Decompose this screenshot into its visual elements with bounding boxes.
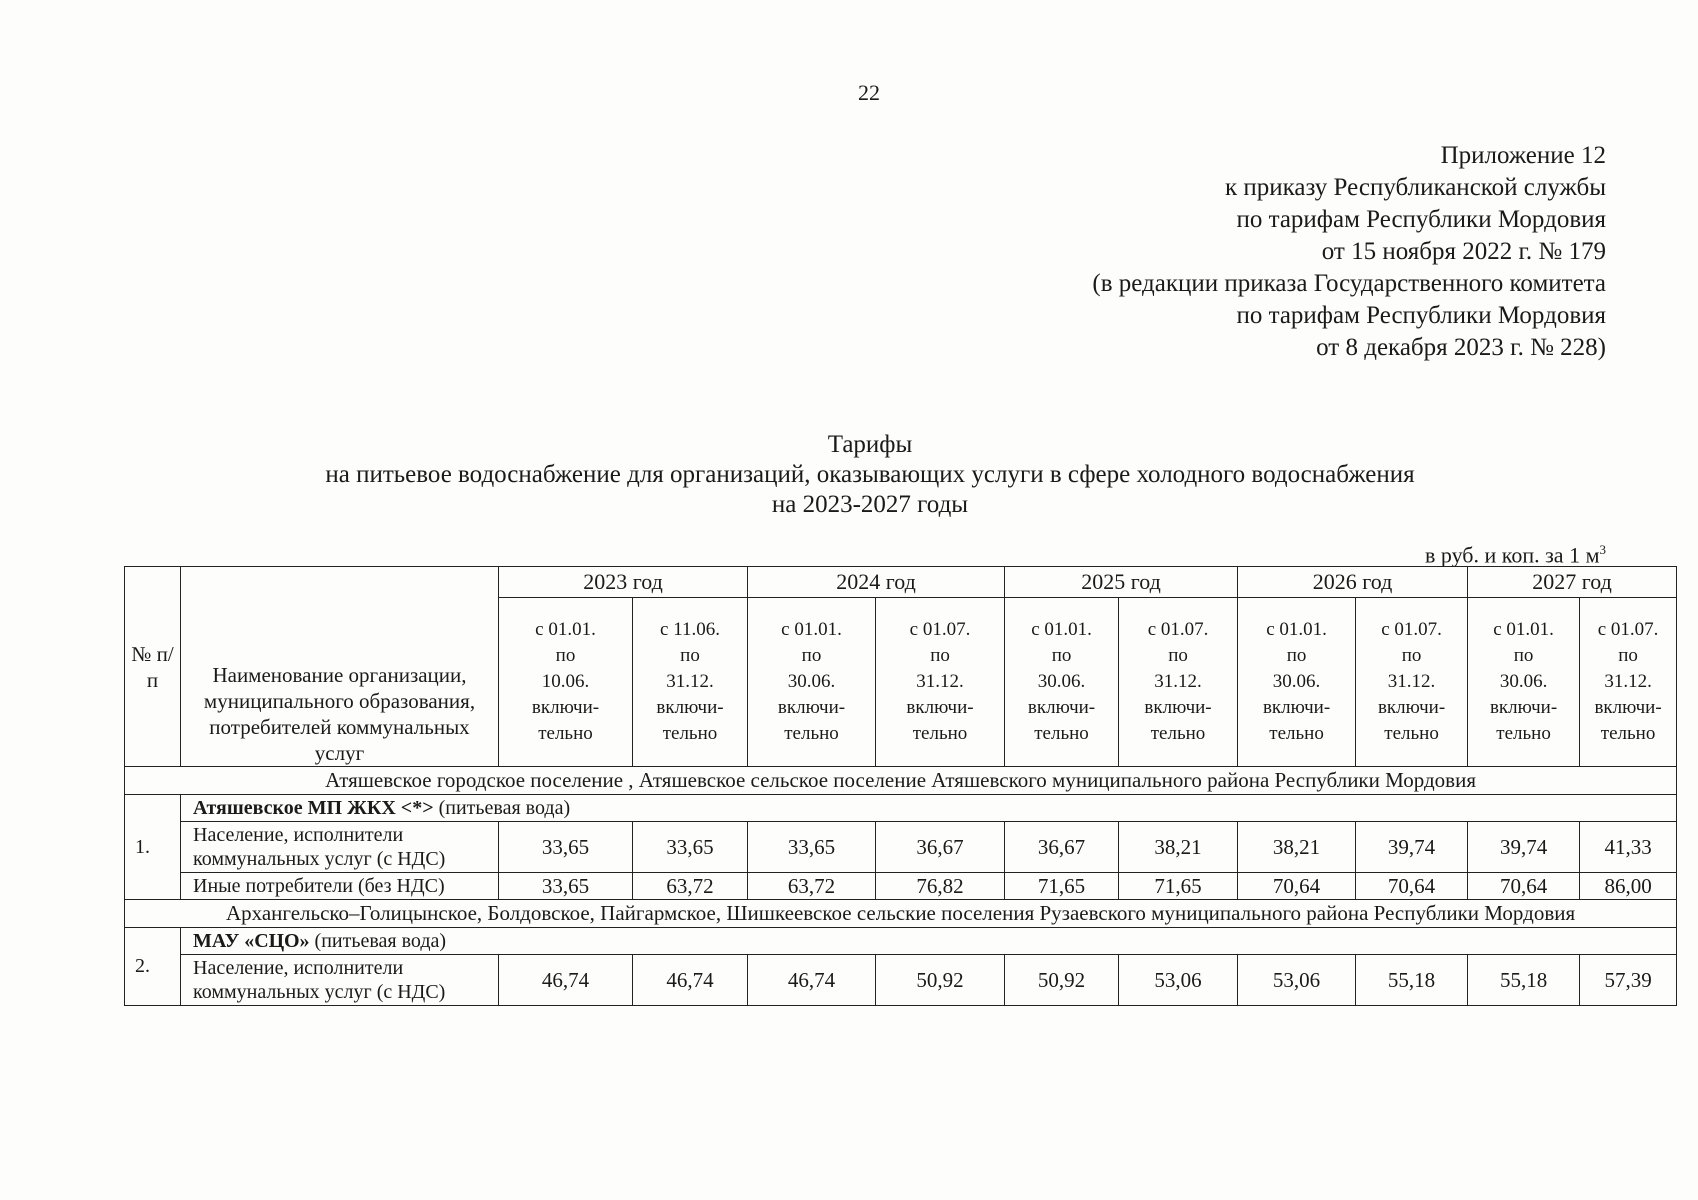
period-date: 30.06. [787, 671, 836, 692]
tariff-value: 63,72 [748, 873, 876, 900]
org-name: Атяшевское МП ЖКХ <*> [193, 797, 434, 819]
period-suffix: тельно [784, 723, 839, 744]
period-from: с 01.07. [1147, 619, 1209, 640]
tariff-value: 55,18 [1356, 955, 1468, 1006]
period-from: с 01.01. [1493, 619, 1554, 640]
period-to: по [1401, 645, 1422, 666]
tariff-value: 33,65 [499, 822, 633, 873]
header-period [633, 598, 748, 767]
period-suffix: тельно [1600, 723, 1656, 744]
period-date: 30.06. [1272, 671, 1321, 692]
period-date: 10.06. [541, 671, 590, 692]
period-suffix: тельно [912, 723, 968, 744]
org-name-cell [181, 928, 1677, 955]
period-suffix: тельно [1150, 723, 1206, 744]
period-from: с 01.01. [1031, 619, 1092, 640]
header-year: 2024 год [748, 567, 1005, 598]
org-note: (питьевая вода) [433, 797, 571, 819]
period-suffix: тельно [1384, 723, 1439, 744]
period-date: 31.12. [1387, 671, 1436, 692]
period-to: по [801, 645, 822, 666]
appendix-line: (в редакции приказа Государственного комитета [1092, 270, 1606, 297]
units-note [1425, 542, 1606, 568]
appendix-reference [1092, 140, 1606, 364]
header-row-years [125, 567, 1677, 598]
consumer-label: Иные потребители (без НДС) [181, 873, 499, 900]
period-to: по [1051, 645, 1072, 666]
tariff-value: 55,18 [1468, 955, 1580, 1006]
appendix-line: к приказу Республиканской службы [1224, 174, 1606, 201]
units-superscript: 3 [1599, 542, 1606, 557]
row-number: 2. [125, 928, 181, 1006]
tariff-value: 50,92 [876, 955, 1005, 1006]
appendix-line: по тарифам Республики Мордовия [1236, 206, 1606, 233]
period-to: по [1168, 645, 1188, 666]
tariff-table [124, 566, 1677, 1006]
tariff-value: 50,92 [1005, 955, 1119, 1006]
header-year: 2026 год [1238, 567, 1468, 598]
period-from: с 01.01. [535, 619, 596, 640]
period-from: с 01.07. [909, 619, 971, 640]
period-suffix: включи- [777, 697, 846, 718]
document-title [240, 430, 1500, 520]
tariff-value: 33,65 [633, 822, 748, 873]
tariff-value: 39,74 [1468, 822, 1580, 873]
period-date: 31.12. [1154, 671, 1202, 692]
table-row [125, 955, 1677, 1006]
tariff-value: 53,06 [1119, 955, 1238, 1006]
tariff-value: 70,64 [1468, 873, 1580, 900]
period-date: 30.06. [1499, 671, 1548, 692]
tariff-value: 33,65 [748, 822, 876, 873]
tariff-value: 38,21 [1238, 822, 1356, 873]
tariff-value: 70,64 [1356, 873, 1468, 900]
header-period [876, 598, 1005, 767]
header-name-text: Наименование организации, муниципального образования, потребителей коммунальных услуг [203, 663, 476, 765]
header-period [499, 598, 633, 767]
tariff-value: 33,65 [499, 873, 633, 900]
tariff-value: 71,65 [1119, 873, 1238, 900]
header-period [1238, 598, 1356, 767]
appendix-line: от 15 ноября 2022 г. № 179 [1321, 238, 1606, 265]
tariff-value: 36,67 [876, 822, 1005, 873]
section-title: Архангельско–Голицынское, Болдовское, Пайгармское, Шишкеевское сельские поселения Рузаевского муниципального района Республики Мордовия [125, 900, 1677, 928]
period-from: с 01.01. [781, 619, 842, 640]
period-suffix: включи- [531, 697, 600, 718]
section-title: Атяшевское городское поселение , Атяшевское сельское поселение Атяшевского муниципального района Республики Мордовия [125, 767, 1677, 795]
period-suffix: включи- [1262, 697, 1331, 718]
appendix-line: от 8 декабря 2023 г. № 228) [1316, 334, 1606, 361]
period-suffix: тельно [1496, 723, 1551, 744]
header-year: 2025 год [1005, 567, 1238, 598]
row-number: 1. [125, 795, 181, 900]
tariff-value: 39,74 [1356, 822, 1468, 873]
period-suffix: включи- [656, 697, 724, 718]
period-to: по [930, 645, 950, 666]
period-suffix: тельно [1269, 723, 1324, 744]
period-suffix: включи- [1489, 697, 1558, 718]
period-to: по [1286, 645, 1307, 666]
tariff-value: 76,82 [876, 873, 1005, 900]
table-row [125, 822, 1677, 873]
tariff-value: 70,64 [1238, 873, 1356, 900]
period-to: по [680, 645, 700, 666]
period-from: с 11.06. [660, 619, 720, 640]
section-title-row [125, 900, 1677, 928]
org-name: МАУ «СЦО» [193, 930, 310, 952]
header-name [181, 567, 499, 767]
period-to: по [555, 645, 576, 666]
tariff-value: 86,00 [1580, 873, 1677, 900]
tariff-value: 53,06 [1238, 955, 1356, 1006]
header-num [125, 567, 181, 767]
tariff-value: 38,21 [1119, 822, 1238, 873]
period-to: по [1513, 645, 1534, 666]
org-row [125, 795, 1677, 822]
period-from: с 01.07. [1381, 619, 1442, 640]
tariff-value: 46,74 [499, 955, 633, 1006]
header-period [1356, 598, 1468, 767]
period-suffix: включи- [1027, 697, 1096, 718]
tariff-value: 57,39 [1580, 955, 1677, 1006]
period-suffix: включи- [1144, 697, 1212, 718]
tariff-value: 41,33 [1580, 822, 1677, 873]
period-date: 31.12. [916, 671, 964, 692]
period-from: с 01.07. [1597, 619, 1659, 640]
title-line: на питьевое водоснабжение для организаций, оказывающих услуги в сфере холодного водоснабжения [325, 461, 1415, 488]
period-suffix: включи- [1377, 697, 1446, 718]
period-date: 30.06. [1037, 671, 1086, 692]
period-suffix: тельно [1034, 723, 1089, 744]
period-suffix: включи- [906, 697, 974, 718]
section-title-row [125, 767, 1677, 795]
period-suffix: тельно [662, 723, 718, 744]
tariff-value: 63,72 [633, 873, 748, 900]
page-number: 22 [858, 80, 880, 105]
period-date: 31.12. [666, 671, 714, 692]
consumer-label: Население, исполнители коммунальных услуг (с НДС) [181, 955, 499, 1006]
period-from: с 01.01. [1266, 619, 1327, 640]
title-line: на 2023-2027 годы [771, 491, 969, 518]
header-period [1119, 598, 1238, 767]
header-period [748, 598, 876, 767]
tariff-value: 46,74 [633, 955, 748, 1006]
tariff-value: 71,65 [1005, 873, 1119, 900]
header-period [1005, 598, 1119, 767]
tariff-value: 36,67 [1005, 822, 1119, 873]
period-to: по [1618, 645, 1638, 666]
header-period [1468, 598, 1580, 767]
table-row [125, 873, 1677, 900]
org-name-cell [181, 795, 1677, 822]
header-year: 2027 год [1468, 567, 1677, 598]
units-text: в руб. и коп. за 1 м [1425, 542, 1600, 568]
title-line: Тарифы [827, 431, 913, 458]
appendix-line: по тарифам Республики Мордовия [1236, 302, 1606, 329]
org-note: (питьевая вода) [309, 930, 447, 952]
org-row [125, 928, 1677, 955]
appendix-line: Приложение 12 [1440, 142, 1606, 169]
header-period [1580, 598, 1677, 767]
period-date: 31.12. [1604, 671, 1652, 692]
consumer-label: Население, исполнители коммунальных услуг (с НДС) [181, 822, 499, 873]
period-suffix: включи- [1594, 697, 1662, 718]
header-year: 2023 год [499, 567, 748, 598]
header-num-text: № п/п [131, 641, 174, 692]
tariff-value: 46,74 [748, 955, 876, 1006]
period-suffix: тельно [538, 723, 593, 744]
